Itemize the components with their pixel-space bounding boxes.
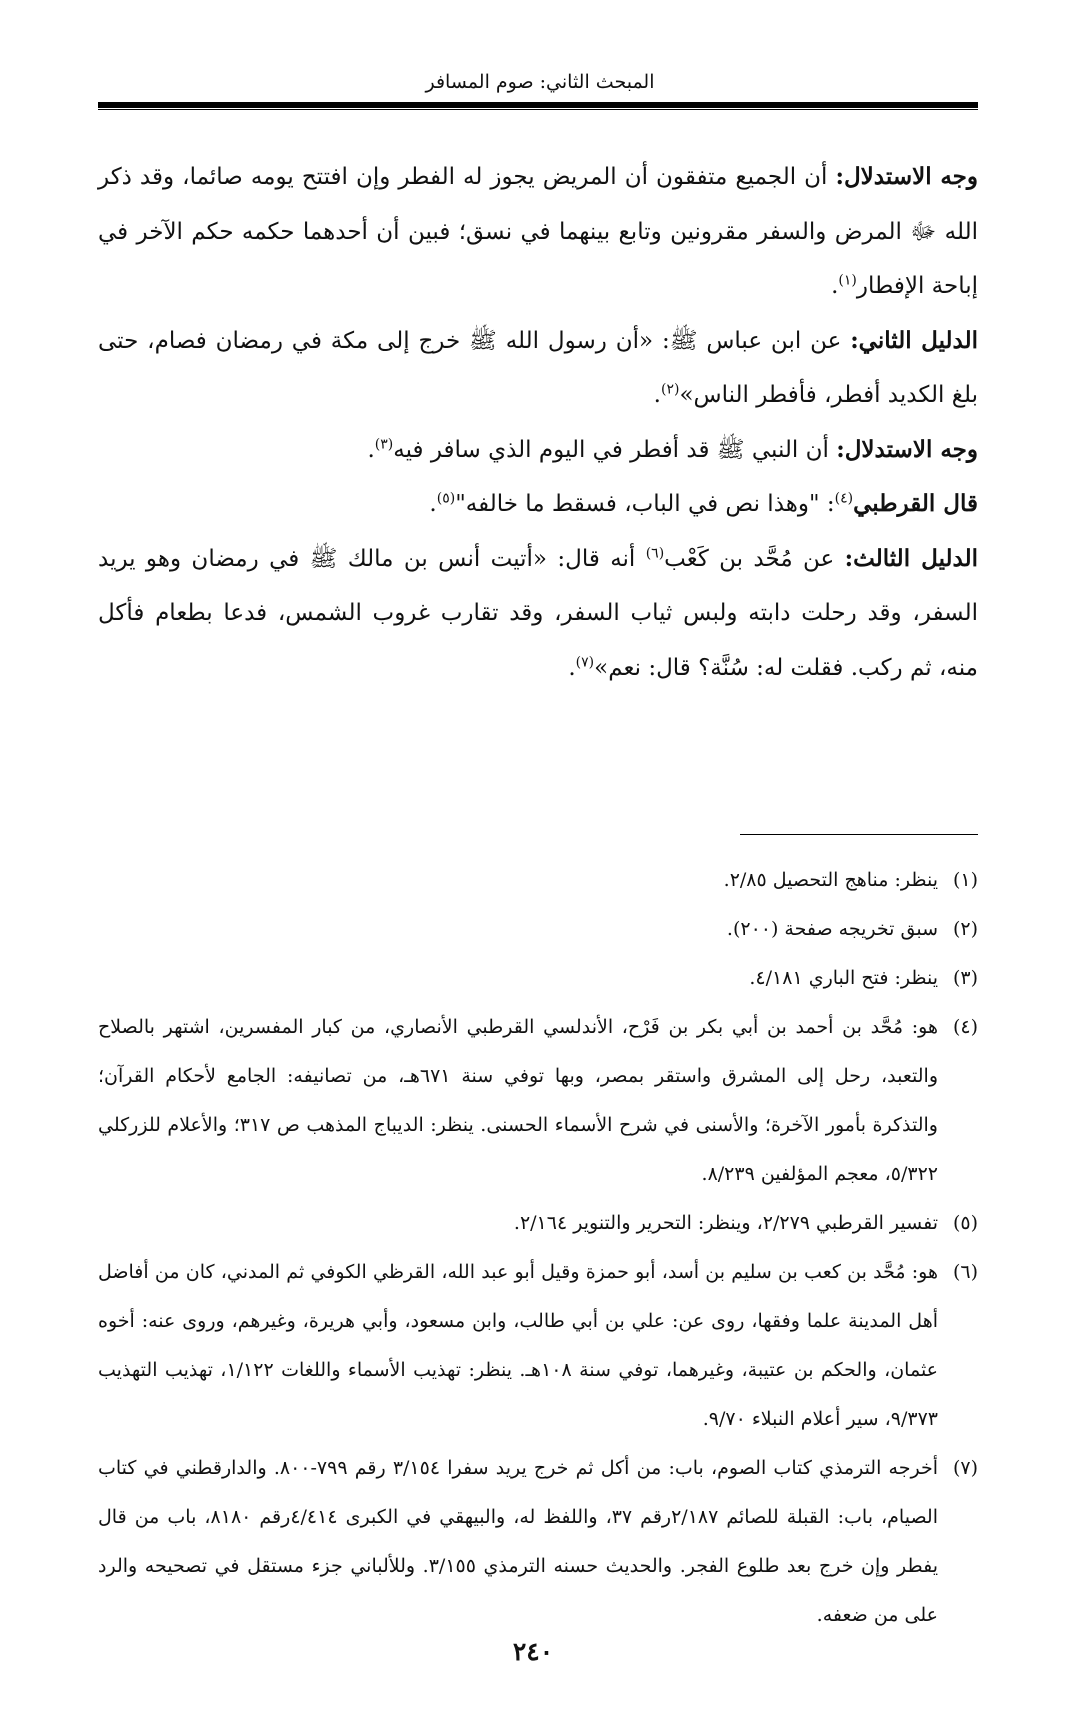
footnote-number: (١) (952, 869, 978, 891)
footnote-ref[interactable]: (٤) (834, 490, 854, 507)
footnote-item (98, 1003, 978, 1199)
paragraph: وجه الاستدلال: أن الجميع متفقون أن المريض يجوز له الفطر وإن افتتح يومه صائما، وقد ذكر الله ﷻ المرض والسفر مقرونين وتابع بينهما في نسق؛ فبين أن أحدهما حكمه حكم الآخر في إباحة الإفطار$^{(١)}$. (98, 163, 978, 299)
footnote-ref[interactable]: (٢) (660, 381, 680, 398)
footnote-item (98, 856, 978, 905)
footnote-ref[interactable]: (٦) (645, 544, 665, 561)
paragraph: وجه الاستدلال: أن النبي ﷺ قد أفطر في اليوم الذي سافر فيه$^{(٣)}$. (367, 435, 978, 463)
footnote-text: سبق تخريجه صفحة (٢٠٠). (726, 918, 938, 940)
paragraph-label: وجه الاستدلال: (836, 435, 978, 463)
footnote-text: تفسير القرطبي ٢/٢٧٩، وينظر: التحرير والتنوير ٢/١٦٤. (513, 1212, 938, 1234)
footnote-text: أخرجه الترمذي كتاب الصوم، باب: من أكل ثم خرج يريد سفرا ٣/١٥٤ رقم ٧٩٩-٨٠٠. والدارقطني في كتاب الصيام، باب: القبلة للصائم ٢/١٨٧رقم ٣٧، واللفظ له، والبيهقي في الكبرى ٤/٤١٤رقم ٨١٨٠، باب من قال يفطر وإن خرج بعد طلوع الفجر. والحديث حسنه الترمذي ٣/١٥٥. وللألباني جزء مستقل في تصحيحه والرد على من ضعفه. (98, 1457, 939, 1626)
paragraph-label: الدليل الثالث: (844, 544, 978, 572)
footnote-item (98, 954, 978, 1003)
paragraph-text: : "وهذا نص في الباب، فسقط ما خالفه" (455, 491, 835, 517)
footnote-text: هو: مُحَّد بن كعب بن سليم بن أسد، أبو حمزة وقيل أبو عبد الله، القرظي الكوفي ثم المدني، كان من أفاضل أهل المدينة علما وفقها، روى عن: علي بن أبي طالب، وابن مسعود، وأبي هريرة، وغيرهم، وروى عنه: أخوه عثمان، والحكم بن عتيبة، وغيرهما، توفي سنة ١٠٨هـ. ينظر: تهذيب الأسماء واللغات ١/١٢٢، تهذيب التهذيب ٩/٣٧٣، سير أعلام النبلاء ٩/٧٠. (98, 1261, 939, 1430)
paragraph-text: عن مُحَّد بن كَعْب (664, 545, 845, 572)
paragraph-text: أن الجميع متفقون أن المريض يجوز له الفطر وإن افتتح يومه صائما، وقد ذكر الله ﷻ المرض والسفر مقرونين وتابع بينهما في نسق؛ فبين أن أحدهما حكمه حكم الآخر في إباحة الإفطار (98, 164, 978, 299)
paragraph: الدليل الثالث: عن مُحَّد بن كَعْب$^{(٦)}$ أنه قال: «أتيت أنس بن مالك ﷺ في رمضان وهو يريد السفر، وقد رحلت دابته ولبس ثياب السفر، وقد تقارب غروب الشمس، فدعا بطعام فأكل منه، ثم ركب. فقلت له: سُنَّة؟ قال: نعم»$^{(٧)}$. (98, 544, 978, 681)
header-rule (98, 102, 978, 110)
main-text (98, 150, 978, 695)
footnote-text: ينظر: فتح الباري ٤/١٨١. (749, 967, 938, 989)
footnote-text: هو: مُحَّد بن أحمد بن أبي بكر بن فَرْح، الأندلسي القرطبي الأنصاري، من كبار المفسرين، اشتهر بالصلاح والتعبد، رحل إلى المشرق واستقر بمصر، وبها توفي سنة ٦٧١هـ، من تصانيفه: الجامع لأحكام القرآن؛ والتذكرة بأمور الآخرة؛ والأسنى في شرح الأسماء الحسنى. ينظر: الديباج المذهب ص ٣١٧؛ والأعلام للزركلي ٥/٣٢٢، معجم المؤلفين ٨/٢٣٩. (98, 1016, 938, 1185)
paragraph-text: أن النبي ﷺ قد أفطر في اليوم الذي سافر فيه (393, 436, 837, 463)
footnote-number: (٥) (952, 1212, 978, 1234)
footnote-ref[interactable]: (٥) (436, 490, 456, 507)
paragraph-label: وجه الاستدلال: (835, 163, 978, 190)
running-header: المبحث الثاني: صوم المسافر (425, 71, 655, 93)
page-number: ٢٤٠ (512, 1637, 554, 1666)
footnote-item (98, 1444, 978, 1640)
footnote-text: ينظر: مناهج التحصيل ٢/٨٥. (723, 869, 938, 891)
footnotes (98, 856, 978, 1640)
footnote-ref[interactable]: (٧) (575, 653, 595, 670)
footnote-number: (٤) (952, 1016, 978, 1038)
paragraph-text: أنه قال: «أتيت أنس بن مالك ﷺ في رمضان وهو يريد السفر، وقد رحلت دابته ولبس ثياب السفر، وقد تقارب غروب الشمس، فدعا بطعام فأكل منه، ثم ركب. فقلت له: سُنَّة؟ قال: نعم» (98, 545, 978, 681)
footnote-number: (٣) (952, 967, 978, 989)
footnote-item (98, 905, 978, 954)
footnote-ref[interactable]: (٣) (374, 435, 394, 452)
footnote-ref[interactable]: (١) (838, 272, 857, 289)
footnote-number: (٢) (952, 918, 978, 940)
paragraph-text: عن ابن عباس ﷺ: «أن رسول الله ﷺ خرج إلى مكة في رمضان فصام، حتى بلغ الكديد أفطر، فأفطر الناس» (98, 327, 978, 408)
footnote-number: (٦) (952, 1261, 978, 1283)
footnote-item (98, 1248, 978, 1444)
paragraph-label: قال القرطبي (853, 490, 978, 517)
paragraph-label: الدليل الثاني: (850, 326, 978, 354)
footnote-separator (740, 834, 978, 835)
footnote-number: (٧) (952, 1457, 978, 1479)
paragraph: الدليل الثاني: عن ابن عباس ﷺ: «أن رسول الله ﷺ خرج إلى مكة في رمضان فصام، حتى بلغ الكديد أفطر، فأفطر الناس»$^{(٢)}$. (98, 326, 978, 408)
footnote-item (98, 1199, 978, 1248)
paragraph: قال القرطبي$^{(٤)}$: "وهذا نص في الباب، فسقط ما خالفه"$^{(٥)}$. (429, 490, 978, 517)
